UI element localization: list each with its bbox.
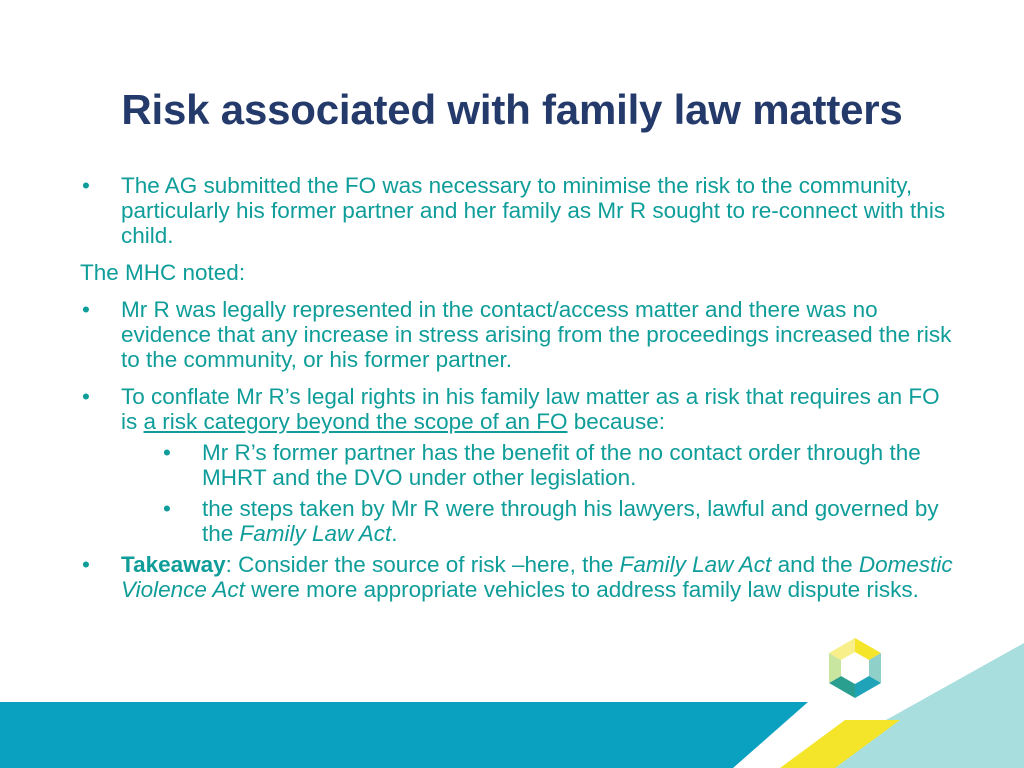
bullet-text-underlined: a risk category beyond the scope of an FO xyxy=(143,409,568,434)
bullet-text-pre: To conflate Mr R’s legal rights in his family law matter as a risk that requires an FO is xyxy=(121,384,940,434)
slide-title: Risk associated with family law matters xyxy=(121,86,903,133)
sub-bullet-dot: • xyxy=(163,496,171,521)
bullet-text: The AG submitted the FO was necessary to minimise the risk to the community, particularly his former partner and her family as Mr R sought to re-connect with this child. xyxy=(121,173,946,248)
bullet-text: Mr R was legally represented in the contact/access matter and there was no evidence that any increase in stress arising from the proceedings increased the risk to the community, or his former partner. xyxy=(121,297,952,372)
bullet-legal-representation xyxy=(80,297,960,372)
bullet-text-post: because: xyxy=(567,409,666,434)
yellow-band xyxy=(780,720,900,768)
bullet-takeaway xyxy=(80,552,960,602)
bullet-dot: • xyxy=(82,297,90,322)
takeaway-text-c: were more appropriate vehicles to address family law dispute risks. xyxy=(244,577,919,602)
bullet-dot: • xyxy=(82,173,90,198)
sub-bullet-text-italic: Family Law Act xyxy=(239,521,392,546)
bullet-dot: • xyxy=(82,384,90,409)
sub-bullet-dot: • xyxy=(163,440,171,465)
takeaway-italic-domestic-violence-act: Domestic Violence Act xyxy=(121,552,953,602)
bullet-ag-submission xyxy=(80,173,960,248)
takeaway-label: Takeaway xyxy=(121,552,226,577)
takeaway-text-a: : Consider the source of risk –here, the xyxy=(225,552,620,577)
slide-content xyxy=(80,173,960,614)
teal-band xyxy=(0,702,808,768)
light-teal-band xyxy=(800,643,1024,768)
sub-bullet-text-post: . xyxy=(391,521,398,546)
sub-bullet-text-pre: the steps taken by Mr R were through his lawyers, lawful and governed by the xyxy=(202,496,939,546)
bullet-dot: • xyxy=(82,552,90,577)
sub-bullet-no-contact-order xyxy=(121,440,960,490)
sub-bullet-lawyers-steps xyxy=(121,496,960,546)
takeaway-italic-family-law-act: Family Law Act xyxy=(619,552,772,577)
mhc-noted-heading: The MHC noted: xyxy=(80,260,246,285)
bullet-conflate-rights xyxy=(80,384,960,546)
takeaway-text-b: and the xyxy=(771,552,859,577)
sub-bullet-text: Mr R’s former partner has the benefit of the no contact order through the MHRT and the DVO under other legislation. xyxy=(202,440,921,490)
